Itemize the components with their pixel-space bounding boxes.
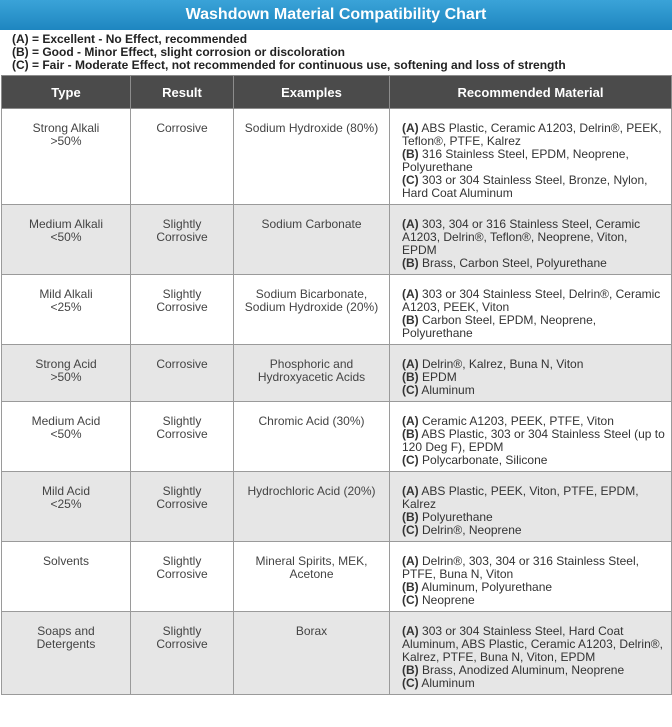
grade-label: (A)	[402, 217, 419, 231]
examples-cell-line: Phosphoric and	[269, 357, 354, 371]
result-cell-line: Slightly	[162, 484, 202, 498]
grade-label: (B)	[402, 580, 419, 594]
material-list: Delrin®, Neoprene	[422, 523, 522, 537]
recommendation-entry	[402, 384, 665, 397]
table-row	[2, 472, 672, 542]
result-cell-line: Corrosive	[156, 427, 208, 441]
recommended-material-cell	[390, 612, 672, 695]
result-cell	[131, 109, 234, 205]
recommended-material-cell	[390, 345, 672, 402]
type-cell-line: Medium Acid	[31, 414, 101, 428]
result-cell-line: Corrosive	[156, 497, 208, 511]
result-cell-line: Slightly	[162, 554, 202, 568]
type-cell-line: Strong Acid	[35, 357, 97, 371]
recommendation-entry	[402, 122, 665, 148]
type-cell-line: <25%	[50, 300, 82, 314]
grade-label: (B)	[402, 147, 419, 161]
recommendation-entry	[402, 218, 665, 257]
material-list: Neoprene	[422, 593, 475, 607]
material-list: Delrin®, Kalrez, Buna N, Viton	[422, 357, 584, 371]
grade-legend	[0, 30, 672, 75]
result-cell-line: Slightly	[162, 287, 202, 301]
grade-label: (C)	[402, 523, 419, 537]
grade-label: (B)	[402, 510, 419, 524]
material-list: Delrin®, 303, 304 or 316 Stainless Steel, PTFE, Buna N, Viton	[402, 554, 639, 581]
material-list: Aluminum, Polyurethane	[421, 580, 553, 594]
type-cell-line: <25%	[50, 497, 82, 511]
examples-cell-line: Sodium Carbonate	[261, 217, 362, 231]
examples-cell	[234, 275, 390, 345]
legend-line-a: (A) = Excellent - No Effect, recommended	[12, 32, 248, 46]
type-cell-line: Strong Alkali	[32, 121, 100, 135]
type-cell-line: Soaps and	[37, 624, 95, 638]
recommendation-entry	[402, 555, 665, 581]
table-row	[2, 542, 672, 612]
grade-label: (A)	[402, 554, 419, 568]
recommendation-entry	[402, 485, 665, 511]
result-cell-line: Corrosive	[156, 567, 208, 581]
material-list: 316 Stainless Steel, EPDM, Neoprene, Polyurethane	[402, 147, 629, 174]
type-cell-line: >50%	[50, 134, 82, 148]
examples-cell	[234, 402, 390, 472]
grade-label: (B)	[402, 663, 419, 677]
material-list: 303 or 304 Stainless Steel, Hard Coat Aluminum, ABS Plastic, Ceramic A1203, Delrin®, Kalrez, PTFE, Buna N, Viton, EPDM	[402, 624, 663, 664]
recommended-material-cell	[390, 472, 672, 542]
material-list: Polyurethane	[422, 510, 493, 524]
legend-line-c: (C) = Fair - Moderate Effect, not recommended for continuous use, softening and loss of strength	[12, 58, 566, 72]
grade-label: (B)	[402, 427, 419, 441]
material-list: Aluminum	[421, 676, 475, 690]
material-list: Brass, Carbon Steel, Polyurethane	[422, 256, 607, 270]
type-cell	[2, 345, 131, 402]
type-cell-line: Solvents	[42, 554, 90, 568]
material-list: 303 or 304 Stainless Steel, Bronze, Nylon, Hard Coat Aluminum	[402, 173, 648, 200]
recommendation-entry	[402, 288, 665, 314]
result-cell	[131, 275, 234, 345]
material-list: 303, 304 or 316 Stainless Steel, Ceramic A1203, Delrin®, Teflon®, Neoprene, Viton, EPDM	[402, 217, 641, 257]
material-list: Aluminum	[421, 383, 475, 397]
material-list: Carbon Steel, EPDM, Neoprene, Polyurethane	[402, 313, 597, 340]
examples-cell	[234, 542, 390, 612]
header-result: Result	[131, 76, 234, 109]
examples-cell-line: Hydrochloric Acid (20%)	[247, 484, 376, 498]
examples-cell	[234, 612, 390, 695]
table-row	[2, 612, 672, 695]
material-list: Polycarbonate, Silicone	[422, 453, 548, 467]
grade-label: (A)	[402, 414, 419, 428]
recommendation-entry	[402, 594, 665, 607]
examples-cell-line: Sodium Hydroxide (80%)	[244, 121, 379, 135]
recommendation-entry	[402, 148, 665, 174]
type-cell-line: Detergents	[36, 637, 96, 651]
examples-cell	[234, 472, 390, 542]
table-header	[2, 76, 672, 109]
grade-label: (C)	[402, 676, 419, 690]
result-cell	[131, 612, 234, 695]
examples-cell-line: Borax	[295, 624, 328, 638]
type-cell-line: <50%	[50, 230, 82, 244]
type-cell-line: Medium Alkali	[28, 217, 104, 231]
grade-label: (A)	[402, 121, 419, 135]
result-cell	[131, 345, 234, 402]
grade-label: (A)	[402, 357, 419, 371]
result-cell-line: Slightly	[162, 217, 202, 231]
chart-title: Washdown Material Compatibility Chart	[0, 0, 672, 30]
recommendation-entry	[402, 314, 665, 340]
result-cell	[131, 542, 234, 612]
type-cell-line: Mild Acid	[41, 484, 91, 498]
examples-cell	[234, 345, 390, 402]
material-list: ABS Plastic, Ceramic A1203, Delrin®, PEEK, Teflon®, PTFE, Kalrez	[402, 121, 662, 148]
recommendation-entry	[402, 677, 665, 690]
table-row	[2, 402, 672, 472]
grade-label: (C)	[402, 383, 419, 397]
type-cell	[2, 109, 131, 205]
recommendation-entry	[402, 428, 665, 454]
grade-label: (A)	[402, 484, 419, 498]
result-cell	[131, 472, 234, 542]
recommended-material-cell	[390, 109, 672, 205]
recommendation-entry	[402, 625, 665, 664]
type-cell-line: >50%	[50, 370, 82, 384]
recommended-material-cell	[390, 402, 672, 472]
result-cell-line: Corrosive	[156, 300, 208, 314]
result-cell	[131, 205, 234, 275]
grade-label: (A)	[402, 624, 419, 638]
recommended-material-cell	[390, 205, 672, 275]
table-row	[2, 345, 672, 402]
compatibility-table	[1, 75, 672, 695]
grade-label: (C)	[402, 593, 419, 607]
grade-label: (B)	[402, 313, 419, 327]
result-cell-line: Corrosive	[156, 357, 208, 371]
type-cell	[2, 205, 131, 275]
result-cell-line: Slightly	[162, 414, 202, 428]
header-examples: Examples	[234, 76, 390, 109]
material-list: Brass, Anodized Aluminum, Neoprene	[422, 663, 625, 677]
grade-label: (B)	[402, 256, 419, 270]
table-row	[2, 275, 672, 345]
recommendation-entry	[402, 454, 665, 467]
examples-cell	[234, 205, 390, 275]
examples-cell-line: Chromic Acid (30%)	[258, 414, 365, 428]
type-cell	[2, 612, 131, 695]
legend-line-b: (B) = Good - Minor Effect, slight corrosion or discoloration	[12, 45, 346, 59]
grade-label: (C)	[402, 453, 419, 467]
table-row	[2, 205, 672, 275]
material-list: ABS Plastic, 303 or 304 Stainless Steel (up to 120 Deg F), EPDM	[402, 427, 665, 454]
table-body	[2, 109, 672, 695]
examples-cell	[234, 109, 390, 205]
result-cell	[131, 402, 234, 472]
material-list: Ceramic A1203, PEEK, PTFE, Viton	[422, 414, 614, 428]
type-cell-line: Mild Alkali	[39, 287, 93, 301]
recommendation-entry	[402, 174, 665, 200]
result-cell-line: Corrosive	[156, 121, 208, 135]
recommended-material-cell	[390, 275, 672, 345]
examples-cell-line: Acetone	[289, 567, 334, 581]
recommendation-entry	[402, 524, 665, 537]
material-list: 303 or 304 Stainless Steel, Delrin®, Ceramic A1203, PEEK, Viton	[402, 287, 661, 314]
result-cell-line: Corrosive	[156, 230, 208, 244]
header-recommended-material: Recommended Material	[390, 76, 672, 109]
material-list: EPDM	[422, 370, 457, 384]
examples-cell-line: Mineral Spirits, MEK,	[255, 554, 368, 568]
result-cell-line: Corrosive	[156, 637, 208, 651]
grade-label: (A)	[402, 287, 419, 301]
type-cell	[2, 275, 131, 345]
type-cell	[2, 542, 131, 612]
grade-label: (C)	[402, 173, 419, 187]
type-cell	[2, 402, 131, 472]
result-cell-line: Slightly	[162, 624, 202, 638]
examples-cell-line: Sodium Bicarbonate,	[255, 287, 368, 301]
examples-cell-line: Sodium Hydroxide (20%)	[244, 300, 379, 314]
grade-label: (B)	[402, 370, 419, 384]
type-cell-line: <50%	[50, 427, 82, 441]
table-row	[2, 109, 672, 205]
examples-cell-line: Hydroxyacetic Acids	[257, 370, 366, 384]
header-row	[2, 76, 672, 109]
recommended-material-cell	[390, 542, 672, 612]
material-list: ABS Plastic, PEEK, Viton, PTFE, EPDM, Kalrez	[402, 484, 639, 511]
type-cell	[2, 472, 131, 542]
header-type: Type	[2, 76, 131, 109]
recommendation-entry	[402, 257, 665, 270]
